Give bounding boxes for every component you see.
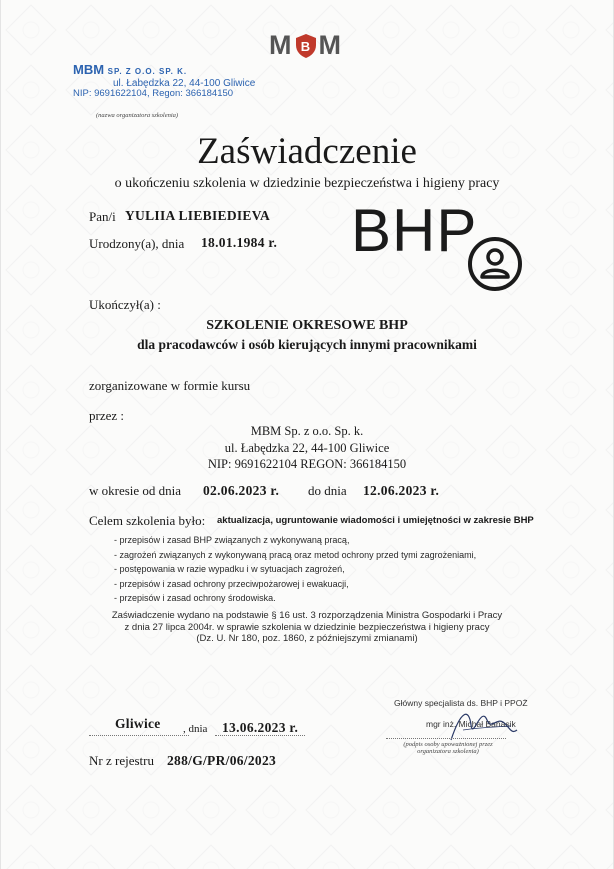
date-line <box>215 735 305 736</box>
certificate-title: Zaświadczenie <box>197 131 417 172</box>
stamp-address: ul. Łabędzka 22, 44-100 Gliwice <box>113 77 256 89</box>
organizer-ids: NIP: 9691622104 REGON: 366184150 <box>207 457 407 471</box>
period-to-date: 12.06.2023 r. <box>363 483 440 498</box>
issue-place: Gliwice <box>115 716 161 731</box>
signature-line <box>386 738 506 739</box>
list-item: - przepisów i zasad ochrony środowiska. <box>114 591 476 606</box>
certificate-subtitle: o ukończeniu szkolenia w dziedzinie bezpieczeństwa i higieny pracy <box>114 176 500 191</box>
birth-label: Urodzony(a), dnia <box>89 236 185 251</box>
stamp-company-suffix: SP. Z O.O. SP. K. <box>107 67 188 76</box>
list-item: - postępowania w razie wypadku i w sytuacjach zagrożeń, <box>114 562 476 577</box>
list-item: - zagrożeń związanych z wykonywaną pracą oraz metod ochrony przed tymi zagrożeniami, <box>114 548 476 563</box>
signatory-title: Główny specjalista ds. BHP i PPOŻ <box>394 698 528 708</box>
worker-icon <box>466 235 524 293</box>
company-logo <box>269 30 342 61</box>
by-label: przez : <box>89 408 125 423</box>
course-name: SZKOLENIE OKRESOWE BHP <box>206 318 408 333</box>
birth-date: 18.01.1984 r. <box>201 235 278 250</box>
legal-basis-line: (Dz. U. Nr 180, poz. 1860, z późniejszymi zmianami) <box>196 633 418 644</box>
stamp-ids: NIP: 9691622104, Regon: 366184150 <box>73 88 234 100</box>
list-item: - przepisów i zasad BHP związanych z wykonywaną pracą, <box>114 533 476 548</box>
registry-label: Nr z rejestru <box>89 753 154 768</box>
person-name: YULIIA LIEBIEDIEVA <box>125 208 271 223</box>
period-from-date: 02.06.2023 r. <box>203 483 280 498</box>
organizer-address: ul. Łabędzka 22, 44-100 Gliwice <box>224 441 390 455</box>
issue-date: 13.06.2023 r. <box>222 720 299 735</box>
goal-value: aktualizacja, ugruntowanie wiadomości i umiejętności w zakresie BHP <box>217 515 534 526</box>
place-line <box>89 735 189 736</box>
organizer-name: MBM Sp. z o.o. Sp. k. <box>250 424 364 438</box>
logo-letter-right: M <box>318 30 342 60</box>
organizer-stamp <box>73 63 255 100</box>
period-from-label: w okresie od dnia <box>89 483 182 498</box>
stamp-company: MBM <box>73 62 105 77</box>
logo-letter-left: M <box>269 30 293 60</box>
registry-number: 288/G/PR/06/2023 <box>167 753 277 768</box>
goal-label: Celem szkolenia było: <box>89 513 206 528</box>
signature-caption: (podpis osoby upoważnionej przez organizatora szkolenia) <box>403 741 493 755</box>
course-audience: dla pracodawców i osób kierujących innymi pracownikami <box>137 337 477 352</box>
list-item: - przepisów i zasad ochrony przeciwpożarowej i ewakuacji, <box>114 577 476 592</box>
completed-label: Ukończył(a) : <box>89 297 161 312</box>
signatory-name: mgr inż. Michał Banasik <box>426 719 516 729</box>
legal-basis-line: z dnia 27 lipca 2004r. w sprawie szkolenia w dziedzinie bezpieczeństwa i higieny pracy <box>124 622 490 633</box>
legal-basis-line: Zaświadczenie wydano na podstawie § 16 ust. 3 rozporządzenia Ministra Gospodarki i Pracy <box>111 610 503 621</box>
shield-icon <box>295 33 317 59</box>
name-label: Pan/i <box>89 209 116 224</box>
period-to-label: do dnia <box>308 483 347 498</box>
issue-day-label: , dnia <box>183 723 208 735</box>
bhp-logo-text: BHP <box>351 197 478 264</box>
logo-shield-letter: B <box>300 38 311 54</box>
form-text: zorganizowane w formie kursu <box>89 378 251 393</box>
stamp-caption: (nazwa organizatora szkolenia) <box>96 112 179 119</box>
topics-list <box>114 533 476 606</box>
